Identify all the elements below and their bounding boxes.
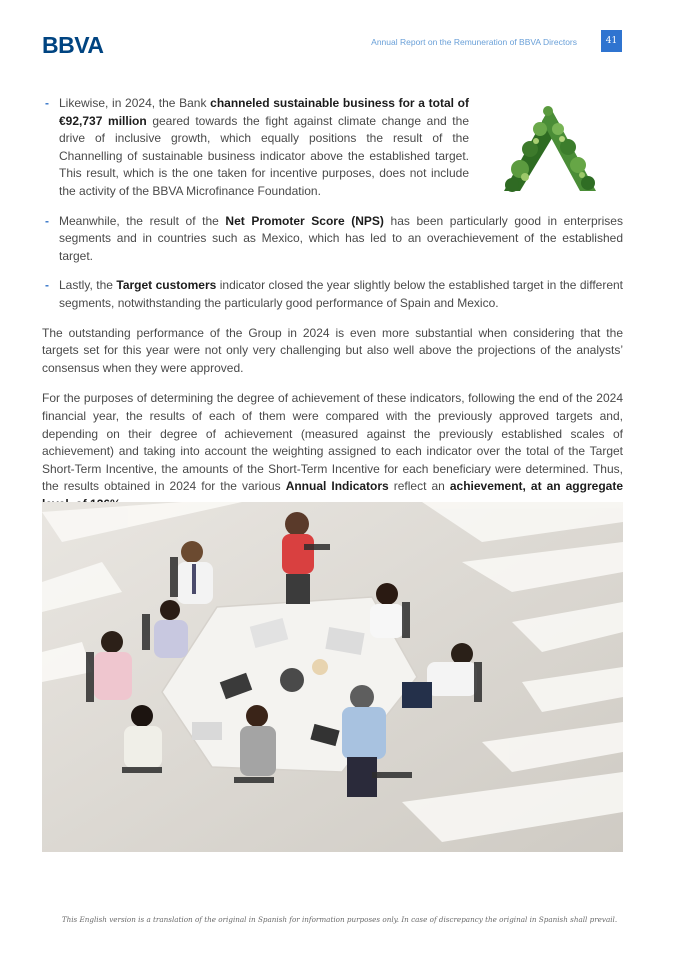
footer-disclaimer: This English version is a translation of the original in Spanish for information purposes only. In case of discrepancy the original in Spanish shall prevail. [61,915,618,924]
bullet-marker: - [45,213,49,228]
report-title: Annual Report on the Remuneration of BBVA Directors [371,37,577,47]
body-content [42,95,623,526]
svg-text:BBVA: BBVA [42,33,104,55]
page-number: 41 [601,30,622,52]
paragraph-achievement: For the purposes of determining the degree of achievement of these indicators, following the end of the 2024 financial year, the results of each of them were compared with the previously approved targets and, depending on their degree of achievement (measured against the previously established scales of achievement) and taking into account the weighting assigned to each indicator over the total of the Target Short-Term Incentive, the amounts of the Short-Term Incentive for each beneficiary were determined. Thus, the results obtained in 2024 for the various Annual Indicators reflect an achievement, at an aggregate [42,391,623,494]
meeting-photo [42,502,623,852]
paragraph-group-performance: The outstanding performance of the Group in 2024 is even more substantial when considering that the targets set for this year were not only very challenging but also well above the projections of the analysts’ consensus when they were approved. [42,325,623,375]
meeting-scene-illustration [42,502,623,852]
bullet-sustainable-business: - Likewise, in 2024, the Bank channeled sustainable business for a total of €92,737 million geared towards the fight against climate change and the drive of inclusive growth, which equally positions the result of the Channelling of sustainable business indicator above the established target. This result, which is the one taken for incentive purposes, does not include the activity of the BBVA Microfinance Foundation. [45,96,469,198]
bullet-nps: - Meanwhile, the result of the Net Promoter Score (NPS) has been particularly good in enterprises segments and in countries such as Mexico, which has led to an overachievement of the established target. [45,213,623,263]
bullet-marker: - [45,96,49,110]
bullet-marker: - [45,278,49,293]
bbva-logo [42,33,120,55]
bullet-target-customers: - Lastly, the Target customers indicator closed the year slightly below the established target in the different segments, notwithstanding the particularly good performance of Spain and Mexico. [45,278,623,310]
